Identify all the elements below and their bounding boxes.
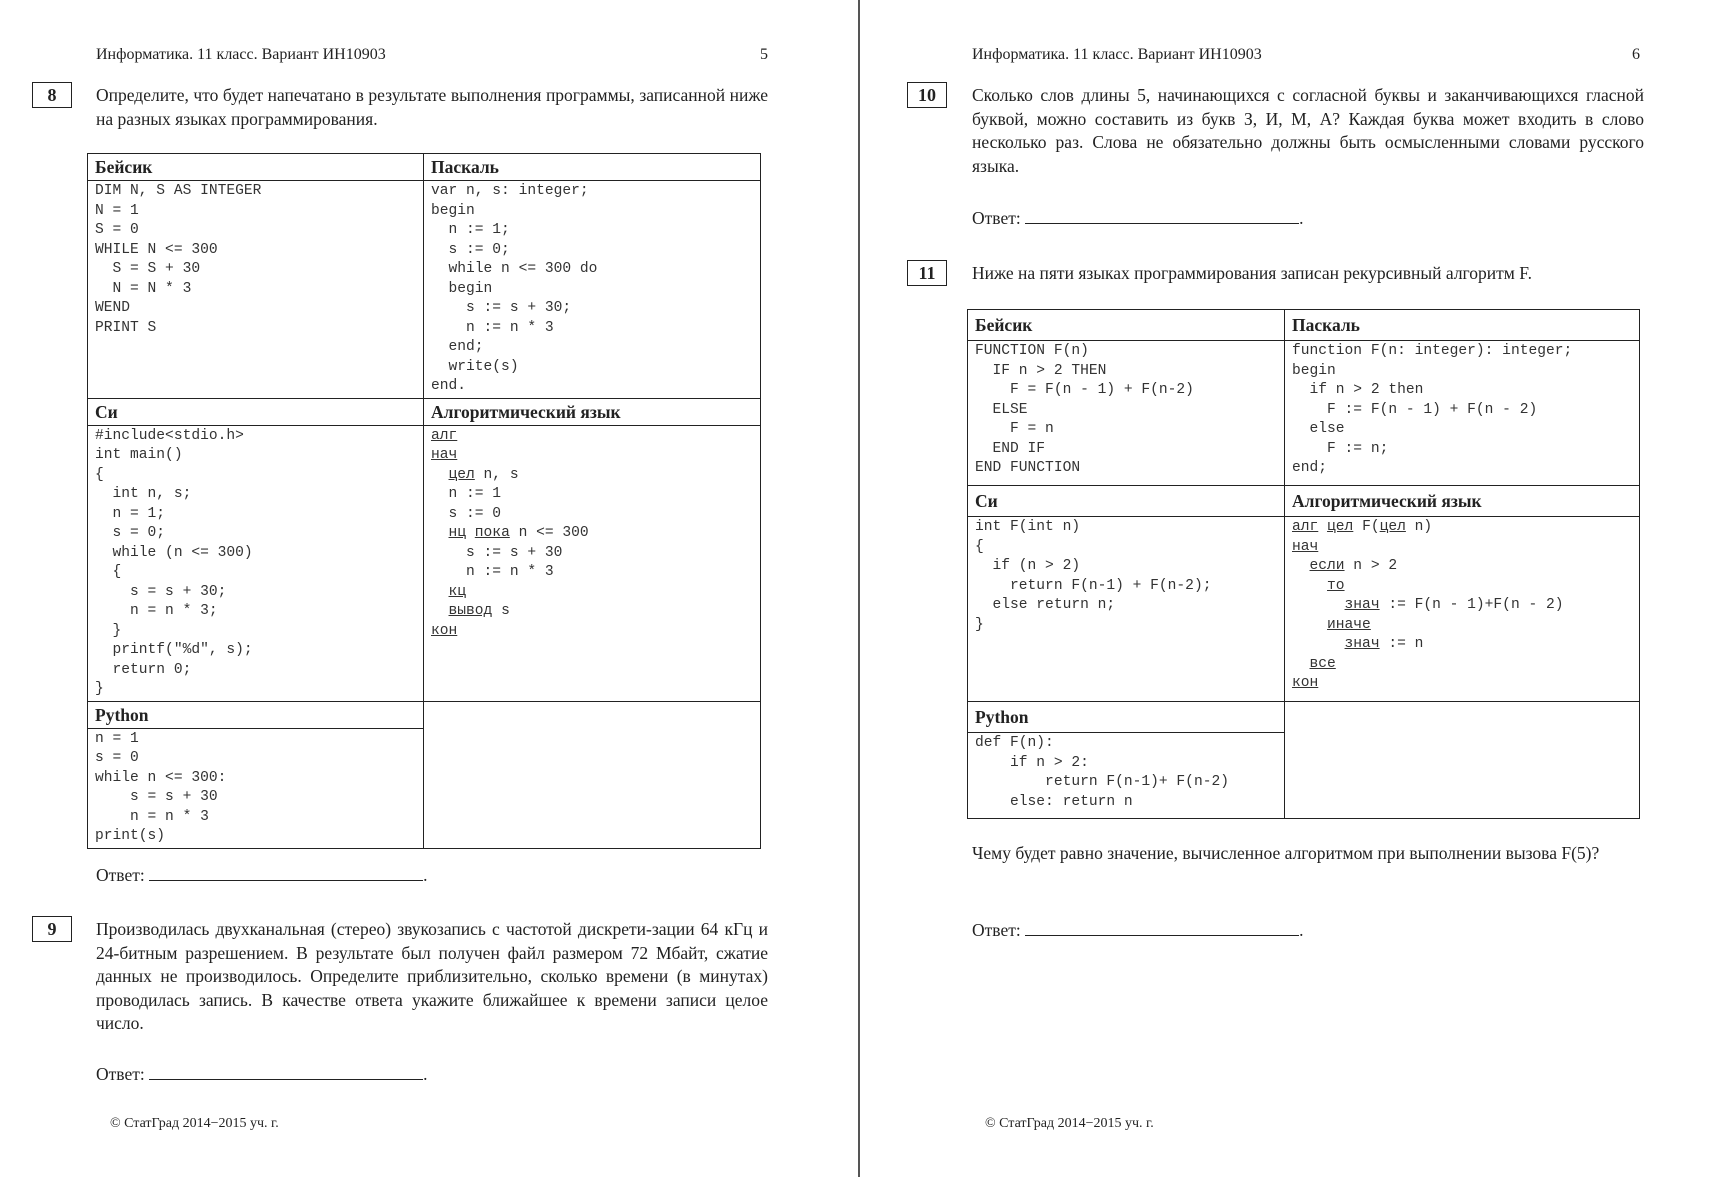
answer-field-q8[interactable]: [149, 862, 423, 881]
code-c: #include<stdio.h> int main() { int n, s; n = 1; s = 0; while (n <= 300) { s = s + 30; n = n * 3; } printf("%d", s); return 0; }: [95, 427, 253, 697]
code-table-q8: [87, 153, 761, 849]
code-alg: [424, 426, 760, 643]
alg-line: n := n * 3: [431, 564, 554, 580]
kw-nach: нач: [431, 447, 458, 463]
answer-end: .: [423, 865, 428, 885]
code-table-q11: [967, 309, 1640, 819]
kw-esli: если: [1309, 558, 1345, 574]
header-title: Информатика. 11 класс. Вариант ИН10903: [972, 46, 1262, 63]
kw-alg: алг: [1292, 519, 1319, 535]
alg-out: s: [492, 603, 510, 619]
cell-alg: [1285, 486, 1640, 702]
code-basic: FUNCTION F(n) IF n > 2 THEN F = F(n - 1) + F(n-2) ELSE F = n END IF END FUNCTION: [975, 343, 1194, 476]
code-python: def F(n): if n > 2: return F(n-1)+ F(n-2) else: return n: [975, 735, 1229, 810]
kw-znach: знач: [1344, 636, 1380, 652]
question-number-10: 10: [907, 82, 947, 108]
answer-label: Ответ:: [972, 920, 1021, 940]
alg-line: n := 1: [431, 486, 502, 502]
label-c: Си: [968, 486, 1284, 517]
cell-python: [968, 702, 1285, 819]
alg-cond: n > 2: [1344, 558, 1398, 574]
question-number-9: 9: [32, 916, 72, 942]
answer-label: Ответ:: [96, 865, 145, 885]
cell-pascal: [1285, 310, 1640, 486]
answer-q11: [972, 917, 1303, 941]
kw-tsel: цел: [448, 466, 475, 483]
code-pascal: function F(n: integer): integer; begin if n > 2 then F := F(n - 1) + F(n - 2) else F := n; end;: [1292, 343, 1573, 476]
answer-end: .: [423, 1064, 428, 1084]
kw-kts: кц: [448, 583, 467, 600]
kw-kon: кон: [1292, 675, 1319, 691]
answer-field-q11[interactable]: [1025, 917, 1299, 936]
alg-expr: := F(n - 1)+F(n - 2): [1379, 597, 1564, 613]
label-pascal: Паскаль: [1285, 310, 1639, 341]
cell-c: [968, 486, 1285, 702]
label-basic: Бейсик: [968, 310, 1284, 341]
cell-alg: [424, 398, 761, 701]
cell-python: [88, 701, 424, 848]
alg-f-open: F(: [1353, 519, 1380, 535]
alg-expr: := n: [1379, 636, 1424, 652]
question-9-text: Производилась двухканальная (стерео) звукозапись с частотой дискрети-зации 64 кГц и 24-битным разрешением. В результате был получен файл размером 72 Мбайт, сжатие данных не производилось. Определите приблизительно, сколько времени (в минутах) проводилась запись. В качестве ответа укажите ближайшее к времени записи целое число.: [96, 919, 768, 1033]
question-11-prompt: Чему будет равно значение, вычисленное алгоритмом при выполнении вызова F(5)?: [972, 843, 1600, 863]
answer-q9: [96, 1061, 427, 1085]
kw-inache: иначе: [1327, 616, 1371, 633]
cell-c: [88, 398, 424, 701]
footer: © СтатГрад 2014−2015 уч. г.: [985, 1116, 1154, 1131]
label-alg: Алгоритмический язык: [1285, 486, 1639, 517]
kw-poka: пока: [474, 525, 510, 541]
label-alg: Алгоритмический язык: [424, 399, 760, 426]
kw-znach: знач: [1344, 597, 1380, 613]
answer-end: .: [1299, 208, 1304, 228]
footer: © СтатГрад 2014−2015 уч. г.: [110, 1116, 279, 1131]
kw-tsel: цел: [1379, 519, 1406, 535]
page-left: [0, 0, 858, 1177]
kw-alg: алг: [431, 427, 458, 444]
question-number-11: 11: [907, 260, 947, 286]
kw-to: то: [1327, 577, 1345, 594]
kw-vyvod: вывод: [448, 603, 493, 619]
answer-end: .: [1299, 920, 1304, 940]
kw-vse: все: [1309, 655, 1336, 672]
kw-kon: кон: [431, 622, 458, 639]
alg-line: s := s + 30: [431, 544, 563, 561]
question-11-text: Ниже на пяти языках программирования записан рекурсивный алгоритм F.: [972, 263, 1532, 283]
cell-empty: [424, 701, 761, 848]
cell-basic: [968, 310, 1285, 486]
page-number: 6: [1632, 46, 1640, 63]
answer-field-q9[interactable]: [149, 1061, 423, 1080]
header-title: Информатика. 11 класс. Вариант ИН10903: [96, 46, 386, 63]
code-python: n = 1 s = 0 while n <= 300: s = s + 30 n = n * 3 print(s): [95, 730, 227, 844]
answer-q10: [972, 205, 1303, 229]
code-basic: DIM N, S AS INTEGER N = 1 S = 0 WHILE N <= 300 S = S + 30 N = N * 3 WEND PRINT S: [95, 183, 262, 336]
label-basic: Бейсик: [88, 154, 423, 181]
label-python: Python: [88, 702, 423, 729]
answer-label: Ответ:: [972, 208, 1021, 228]
label-pascal: Паскаль: [424, 154, 760, 181]
label-c: Си: [88, 399, 423, 426]
code-alg: [1285, 517, 1639, 695]
question-number-8: 8: [32, 82, 72, 108]
cell-basic: [88, 154, 424, 399]
page-right: [862, 0, 1718, 1177]
label-python: Python: [968, 702, 1284, 733]
kw-nach: нач: [1292, 538, 1319, 555]
question-10-text: Сколько слов длины 5, начинающихся с согласной буквы и заканчивающихся гласной буквой, можно составить из букв З, И, М, А? Каждая буква может входить в слово несколько раз. Слова не обязательно должны быть осмысленными словами русского языка.: [972, 85, 1644, 176]
alg-line: s := 0: [431, 505, 502, 522]
cell-empty: [1285, 702, 1640, 819]
code-pascal: var n, s: integer; begin n := 1; s := 0; while n <= 300 do begin s := s + 30; n := n * 3 end; write(s) end.: [431, 183, 598, 394]
kw-nts: нц: [448, 525, 467, 541]
alg-cond: n <= 300: [509, 525, 589, 541]
page-number: 5: [760, 46, 768, 63]
alg-vars: n, s: [474, 466, 519, 483]
code-c: int F(int n) { if (n > 2) return F(n-1) + F(n-2); else return n; }: [975, 519, 1212, 633]
question-8-text: Определите, что будет напечатано в результате выполнения программы, записанной ниже на разных языках программирования.: [96, 85, 768, 129]
answer-label: Ответ:: [96, 1064, 145, 1084]
page-divider: [858, 0, 860, 1177]
cell-pascal: [424, 154, 761, 399]
alg-f-close: n): [1405, 519, 1433, 535]
answer-field-q10[interactable]: [1025, 205, 1299, 224]
kw-tsel: цел: [1327, 519, 1354, 535]
answer-q8: [96, 862, 427, 886]
